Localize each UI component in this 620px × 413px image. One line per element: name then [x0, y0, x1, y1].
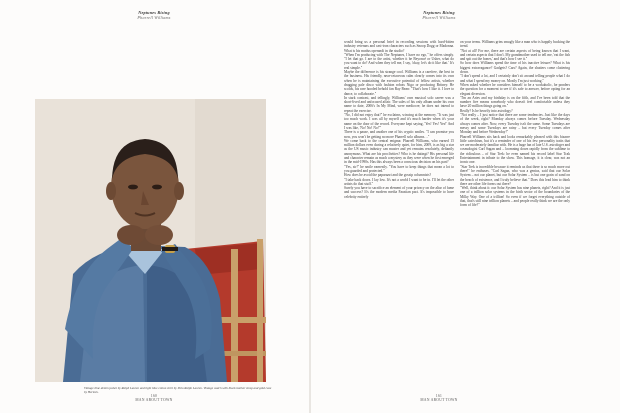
paragraph: "No, I did not enjoy that!" he exclaims, wincing at the memory. "It was just too much work. I was all by myself and it's much harder when it's your name on the door of the record. Everyone kept saying, 'Yes! Yes! Yes!' And I was like, 'No! No! No!'"	[344, 113, 454, 130]
paragraph: "I take back doors. I lay low. It's not a world I want to be in. I'll let the other artists do that stuff."	[344, 177, 454, 186]
page-number: 161	[435, 394, 443, 398]
text-column-2	[460, 40, 570, 208]
paragraph: Pharrell Williams sits back and looks remarkably pleased with this bizarre little catechism, but it's a reminder of one of his few personality traits that we are moderately familiar with. He is a huge fan of late U.S. astrologer and cosmologist Carl Sagan and – loomning down rapidly from the sublime to the ridiculous – of Star Trek: he even named his record label Star Trak Entertainment in tribute to the show. This homage, it is clear, was not an ironic one.	[460, 134, 570, 165]
paragraph: "Star Trek is incredible because it reminds us that there is so much more out there!" he enthuses. "Carl Sagan, who was a genius, said that our Solar System – not our planet, but our Solar System – is but one grain of sand on the beach of existence, and I truly believe that." Does this lead him to think there are other life forms out there?	[460, 164, 570, 186]
paragraph: How does he avoid the paparazzi and the gossip columnists?	[344, 173, 432, 178]
paragraph: So how does Williams spend the time of his inactive leisure? What is his biggest extravagance? Gadgets? Cars? Again, the shutters come clattering down.	[460, 61, 570, 75]
running-author: Pharrell Williams	[137, 15, 171, 20]
paragraph: "Not really – I just notice that there are some tendencies. Just like the days of the week, right? Monday always comes before Tuesday. Wednesday always comes after. Now, every Tuesday isn't the same. Some Tuesdays are messy and some Tuesdays are rainy – but every Tuesday comes after Monday and before Wednesday!"	[460, 113, 570, 135]
paragraph: We come back to the central enigma: Pharrell Williams, who earned 15 million dollars even during a relatively quiet, for him, 2009, is as big a star as the US music industry can muster and yet remains resolutely, defiantly anonymous. What are his proclivities? Who is he datingt? His personal life and character remain as much a mystery as they were when he first emerged in the mid-1990s. Has this always been a conscious decision on his part?	[344, 138, 454, 165]
paragraph: "Well, think about it: our Solar System has nine planets, right? And it is just one of a trillion solar systems in the birth sector of the boundaries of the Milky Way. One of a trillion! So even if we forget everything outside of that, that's still nine trillion planets – and people really think we are the only form of life?"	[460, 186, 570, 208]
paragraph: Surely you have to sacrifice an element of your privacy on the altar of fame and success? It's the modern media Faustian pact. It's impossible to have celebrity entirely	[344, 186, 454, 199]
folio-left	[104, 394, 204, 403]
paragraph: "I don't spend a lot, and I certainly don't sit around telling people what I do and what I spend my money on. Mostly I'm just working."	[460, 74, 570, 83]
left-page	[0, 0, 309, 413]
running-head-left	[104, 10, 204, 20]
paragraph: "I'm an Aries and my birthday is on the fifth, and I've been told that the number five means somebody who doesn't feel comfortable unless they have 20 million things going on."	[460, 95, 570, 109]
running-head-right	[389, 10, 489, 20]
photo-caption: Vintage blue denim jacket by Ralph Lauren and light blue cotton shirt by Polo Ralph Lauren. Vintage watch with black leather strap and gold case by Hermès.	[84, 386, 272, 394]
text-column-1	[344, 40, 454, 199]
right-page	[311, 0, 620, 413]
paragraph: would bring us a personal brief in recording sessions with hard-bitten industry veterans and cast-iron characters such as Snoop Dogg or Madonna. What is his modus operandi in the studio?	[344, 40, 454, 53]
paragraph: "Yes, sir!" he smile earnestly. "You have to keep things that mean a lot to you guarded and protected."	[344, 164, 454, 173]
magazine-name: MAN ABOUT TOWN	[420, 398, 458, 403]
magazine-name: MAN ABOUT TOWN	[135, 398, 173, 403]
portrait-photo	[35, 99, 266, 382]
paragraph: "When I'm producing with The Neptunes, I have no ego," he offers simply. "I let that go. I are to the artist, whether it be Beyoncé or Usher, what do you want to do? And when they tell me, I say, 'okay, let's do it like that.' It's real simple."	[344, 52, 454, 70]
folio-right	[389, 394, 489, 403]
page-number: 160	[150, 394, 158, 398]
paragraph: on your terms. Williams grins smugly like a man who is happily bucking the trend.	[460, 40, 570, 49]
running-title: Neptunes Rising	[423, 10, 455, 15]
paragraph: In stark contrast, and tellingly, Williams' own musical solo career was a short-lived and unfocused affair. The sales of his only album under his own name to date, 2006's In My Mind, were mediocre; he does not intend to repeat the exercise.	[344, 95, 454, 113]
paragraph: Maybe the difference is his strange cool. Williams is a carefree, the best in the business. His friendly, near-cetaceous calm clearly comes into its own when he is maintaining the executive potential of fellow artists, whether dragging pale disco with fashion robots Nigo or producing Britney. He scolds, his rare hooded behold fan Ray Bean: "That's how I like it. I love to dance, to collaborate."	[344, 70, 454, 96]
paragraph: There is a pause, and another one of his cryptic smiles. "I can promise you now, you won't be getting no more Pharrell solo albums…"	[344, 130, 454, 139]
paragraph: When asked whether he considers himself to be a workaholic, he ponders the question for a moment to see if it's safe to answer, before opting for an elegant diversion.	[460, 82, 570, 96]
running-author: Pharrell Williams	[422, 15, 456, 20]
running-title: Neptunes Rising	[138, 10, 170, 15]
paragraph: Really? Is he heavily into astrology?	[460, 108, 513, 113]
paragraph: "Not at all! For me, there are certain aspects of being known that I want, and certain aspects that I don't. My grandmother used to tell me, 'eat the fish and spit out the bones,' and that's how I see it."	[460, 48, 570, 62]
